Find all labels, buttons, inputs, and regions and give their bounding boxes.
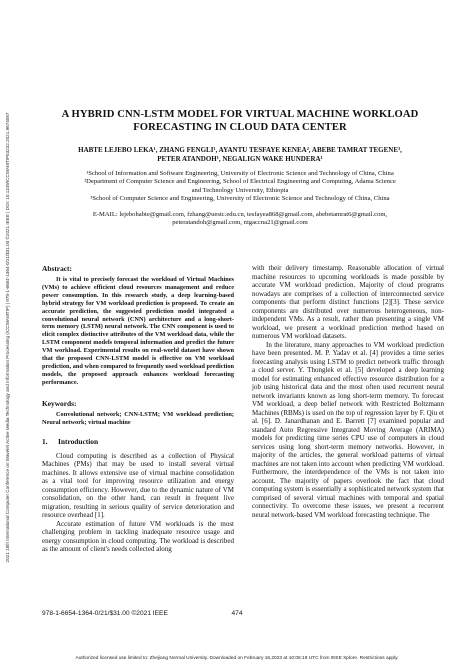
right-column [252, 264, 444, 519]
affiliation-2-cont: and Technology University, Ethiopia [191, 186, 289, 194]
section-heading-introduction [42, 437, 234, 446]
intro-paragraph-2-cont: with their delivery timestamp. Reasonable allocation of virtual machine resources to upcoming workloads is made possible by accurate VM workload prediction. Majority of cloud programs nowadays are comprises of a collection of interconnected service components that perform distinct functions [2][3]. These service components are distributed over numerous heterogeneous, non-independent VMs. As a result, rather than presenting a single VM workload, we present a workload prediction method based on numerous VM workload datasets. [252, 264, 444, 340]
title-line-1: A HYBRID CNN-LSTM MODEL FOR VIRTUAL MACHINE WORKLOAD [61, 109, 419, 120]
email-line-1: E-MAIL: lejebohabte@gmail.com, fzhang@uestc.edu.cn, tesfayea868@gmail.com, abebetamrat6@gmail.com, [92, 211, 388, 218]
author-emails [40, 211, 440, 228]
email-line-2: peteratandoh@gmail.com, nigaccna21@gmail.com [172, 219, 308, 227]
affiliation-3: ³School of Computer Science and Engineering, University of Electronic Science and Technology of China, China [90, 195, 390, 203]
page-number: 474 [231, 610, 243, 617]
affiliation-1: ¹School of Information and Software Engineering, University of Electronic Science and Technology of China, China [86, 170, 394, 177]
intro-paragraph-3: In the literature, many approaches to VM workload prediction have been presented. M. P. Yadav et al. [4] provides a time series forecasting analysis using LSTM to predict network traffic through a cloud server. Y. Thonglek et al. [5] developed a deep learning model for estimating enhanced effective resource distribution for a job using historical data and the most often used recurrent neural network invariants known as long short-term memory. To forecast VM workload, a deep belief network with Restricted Boltzmann Machines (RBMs) is used on the top of regression layer by F. Qiu et al. [6]. D. Janardhanan and E. Barrett [7] examined popular and standard Auto Regressive Integrated Moving Average (ARIMA) models for predicting time series CPU use of computers in cloud services using long short-term memory networks. However, in majority of the articles, the general workload patterns of virtual machines are not taken into account when predicting VM workload. Furthermore, the interdependence of the VMs is not taken into account. The majority of papers overlook the fact that cloud computing system is essentially a sophisticated network system that comprised of several virtual machines with temporal and spatial connectivity. To overcome these issues, we present a recurrent neural network-based VM workload forecasting technique. The [252, 340, 444, 519]
conference-doi-strip [2, 40, 14, 635]
affiliation-2: ²Department of Computer Science and Engineering, School of Electrical Engineering and Computing, Adama Science [84, 178, 396, 186]
authors-line-2: PETER ATANDOH¹, NEGALIGN WAKE HUNDERA¹ [157, 155, 323, 164]
keywords-heading: Keywords: [42, 398, 77, 408]
intro-paragraph-2: Accurate estimation of future VM workloads is the most challenging problem in tackling inadequate resource usage and energy consumption in cloud computing. The workload is described as the amount of client's needs collected along [42, 519, 234, 553]
authors-line-1: HABTE LEJEBO LEKA¹, ZHANG FENGLI¹, AYANTU TESFAYE KENEA², ABEBE TAMRAT TEGENE³, [78, 146, 402, 154]
intro-paragraph-1: Cloud computing is described as a collection of Physical Machines (PMs) that may be used to install several virtual machines. It allows extensive use of virtual machine consolidation as a vital tool for improving resource utilization and energy consumption efficiency. However, due to the dynamic nature of VM consolidation, on the other hand, can result in frequent live migration, resulting in serious quality of service deterioration and resource overhead [1]. [42, 451, 234, 519]
abstract-text: It is vital to precisely forecast the workload of Virtual Machines (VMs) to achieve efficient cloud resources management and reduce power consumption. In this research study, a deep learning-based hybrid strategy for VM workload prediction is proposed. To create an accurate prediction, the suggested prediction model integrated a convolutional neural network (CNN) architecture and a long-short-term memory (LSTM) neural network. The CNN component is used to elicit complex distinctive attributes of the VM workload data, while the LSTM component models temporal information and predict the future VM workload. Experimental results on real-world dataset have shown that the proposed CNN-LSTM model is effective on VM workload prediction, and when compared to frequently used workload prediction models, the proposed approach enhances workload forecasting performance. [42, 276, 234, 386]
section-title: Introduction [58, 436, 99, 446]
title-line-2: FORECASTING IN CLOUD DATA CENTER [133, 122, 347, 133]
left-column [42, 264, 234, 554]
author-list [40, 146, 440, 165]
license-notice: Authorized licensed use limited to: Zhejiang Normal University. Downloaded on February 16,2023 at 10:06:19 UTC from IEEE Xplore. Restrictions apply. [75, 656, 399, 661]
affiliations [40, 170, 440, 204]
abstract-heading: Abstract: [42, 264, 72, 273]
keywords-text: Convolutional network; CNN-LSTM; VM workload prediction; Neural network; virtual machine [42, 410, 234, 426]
footer-isbn: 978-1-6654-1364-0/21/$31.00 ©2021 IEEE [42, 610, 168, 617]
section-number: 1. [42, 436, 48, 446]
conference-doi-text: 2021 18th International Computer Conference on Wavelet Active Media Technology and Information Processing (ICCWAMTIP) | 978-1-6654-1364-0/21/$31.00 ©2021 IEEE | DOI: 10.1109/ICCWAMTIP53232.2021.9674067 [5, 112, 10, 563]
paper-title [40, 108, 440, 134]
